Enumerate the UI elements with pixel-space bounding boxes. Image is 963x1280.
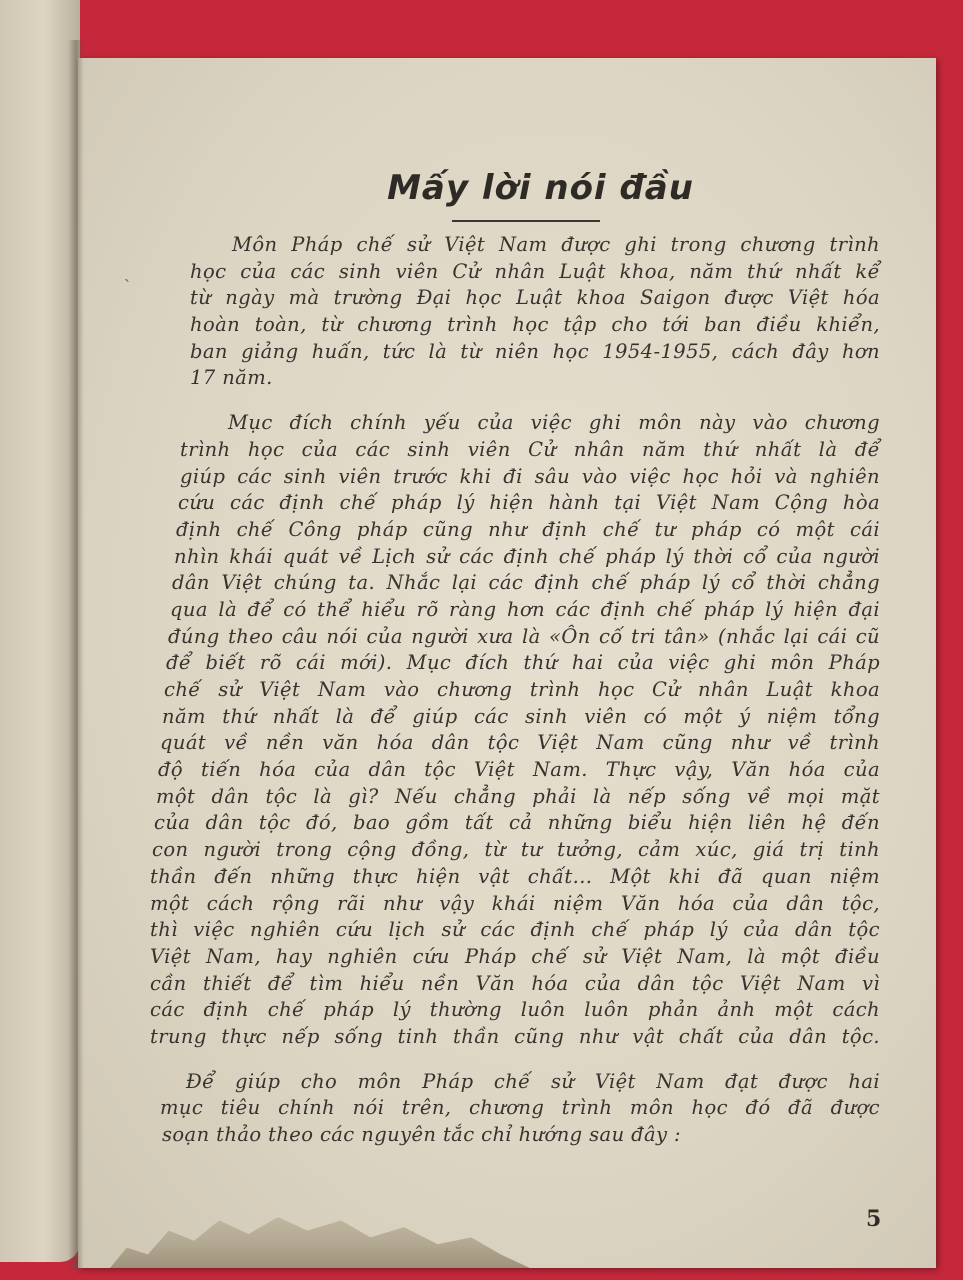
book-gutter [68, 40, 84, 1270]
paragraph-1 [150, 232, 880, 392]
text-line: Mục đích chính yếu của việc ghi môn này vào chương [228, 411, 880, 435]
text-line: Để giúp cho môn Pháp chế sử Việt Nam đạt được hai [186, 1069, 880, 1093]
text-line: thì việc nghiên cứu lịch sử các định chế pháp lý của dân tộc [150, 918, 880, 942]
text-line: một cách rộng rãi như vậy khái niệm Văn hóa của dân tộc, [150, 891, 880, 915]
heading-underline [452, 220, 600, 222]
paragraph-3 [150, 1069, 880, 1149]
text-line: 17 năm. [190, 366, 273, 390]
text-line: cứu các định chế pháp lý hiện hành tại Việt Nam Cộng hòa [178, 491, 880, 515]
text-line: một dân tộc là gì? Nếu chẳng phải là nếp sống về mọi mặt [156, 784, 880, 808]
text-line: thần đến những thực hiện vật chất... Một khi đã quan niệm [150, 864, 880, 888]
text-line: chế sử Việt Nam vào chương trình học Cử nhân Luật khoa [164, 678, 880, 701]
text-line: trung thực nếp sống tinh thần cũng như vật chất của dân tộc. [150, 1024, 880, 1048]
text-line: đúng theo câu nói của người xưa là «Ôn cố tri tân» (nhắc lại cái cũ [168, 624, 880, 648]
text-line: mục tiêu chính nói trên, chương trình môn học đó đã được [160, 1096, 880, 1120]
text-line: cần thiết để tìm hiểu nền Văn hóa của dân tộc Việt Nam vì [150, 971, 880, 995]
text-line: nhìn khái quát về Lịch sử các định chế pháp lý thời cổ của người [174, 544, 880, 568]
text-line: năm thứ nhất là để giúp các sinh viên có một ý niệm tổng [162, 704, 880, 728]
text-line: quát về nền văn hóa dân tộc Việt Nam cũng như về trình [160, 731, 880, 755]
text-line: Môn Pháp chế sử Việt Nam được ghi trong chương trình [232, 233, 880, 256]
text-line: của dân tộc đó, bao gồm tất cả những biểu hiện liên hệ đến [154, 811, 880, 835]
page-number: 5 [866, 1206, 882, 1232]
text-line: hoàn toàn, từ chương trình học tập cho tới ban điều khiển, [190, 313, 880, 337]
text-line: dân Việt chúng ta. Nhắc lại các định chế pháp lý cổ thời chẳng [172, 571, 880, 595]
text-line: học của các sinh viên Cử nhân Luật khoa, năm thứ nhất kể [190, 259, 880, 283]
paragraph-2 [150, 410, 880, 1051]
page-heading: Mấy lời nói đầu [387, 168, 694, 208]
text-line: độ tiến hóa của dân tộc Việt Nam. Thực vậy, Văn hóa của [158, 758, 880, 782]
text-line: giúp các sinh viên trước khi đi sâu vào việc học hỏi và nghiên [180, 464, 880, 488]
text-line: định chế Công pháp cũng như định chế tư pháp có một cái [176, 517, 880, 541]
text-line: ban giảng huấn, tức là từ niên học 1954-1955, cách đây hơn [190, 339, 880, 363]
margin-mark: ˏ [124, 262, 130, 283]
text-line: Việt Nam, hay nghiên cứu Pháp chế sử Việt Nam, là một điều [150, 944, 880, 968]
text-line: qua là để có thể hiểu rõ ràng hơn các định chế pháp lý hiện đại [170, 597, 880, 621]
text-line: con người trong cộng đồng, từ tư tưởng, cảm xúc, giá trị tinh [152, 838, 880, 862]
text-line: soạn thảo theo các nguyên tắc chỉ hướng sau đây : [162, 1123, 682, 1146]
text-line: để biết rõ cái mới). Mục đích thứ hai của việc ghi môn Pháp [166, 651, 880, 675]
text-line: các định chế pháp lý thường luôn luôn phản ảnh một cách [150, 998, 880, 1022]
text-line: trình học của các sinh viên Cử nhân năm thứ nhất là để [180, 437, 880, 461]
body-text [150, 232, 880, 1149]
text-line: từ ngày mà trường Đại học Luật khoa Saigon được Việt hóa [190, 286, 880, 310]
